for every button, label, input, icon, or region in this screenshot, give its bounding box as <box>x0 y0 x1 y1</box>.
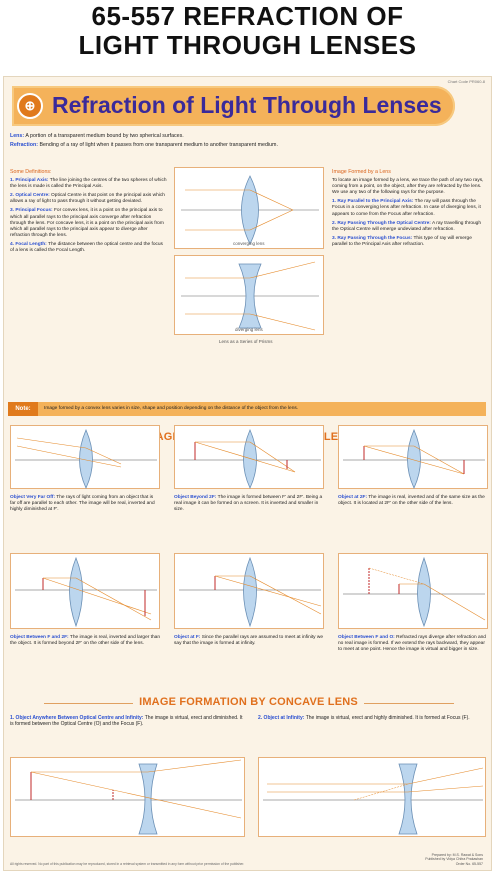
prisms-caption: Lens as a Series of Prisms <box>219 339 273 344</box>
banner-title: Refraction of Light Through Lenses <box>52 92 442 118</box>
footer-copyright: All rights reserved. No part of this publication may be reproduced, stored in a retrieval system or transmitted in any form without prior permission of the publisher. <box>10 862 245 866</box>
convex-case-at-2f: Object at 2F: The image is real, inverted and of the same size as the object. It is located at 2F' on the other side of the lens. <box>338 495 485 507</box>
product-title-line-1: 65-557 REFRACTION OF <box>91 1 404 31</box>
converging-lens-svg <box>175 168 325 250</box>
converging-caption: converging lens <box>233 241 265 246</box>
image-formed-heading: Image Formed by a Lens <box>332 169 391 175</box>
lens-definition <box>10 133 184 140</box>
definition-item: 2. Optical Centre: Optical Centre is that point on the principal axis which allows a ray of light to pass through it without getting deviated. <box>10 193 165 205</box>
convex-case-between-f-2f: Object Between F and 2F: The image is real, inverted and larger than the object. It is formed beyond 2F' on the other side of the lens. <box>10 635 161 647</box>
chart-code: Chart Code PR060-8 <box>447 79 485 84</box>
definitions-heading: Some Definitions: <box>10 169 52 175</box>
definitions-column <box>10 169 168 257</box>
image-formed-intro: To locate an image formed by a lens, we trace the path of any two rays, coming from a point, on the object, after they are refracted by the lens. We use any two of the following rays for the purpose. <box>332 178 484 196</box>
definition-item: 1. Principal Axis: The line joining the centres of the two spheres of which the lens is made is called the Principal Axis. <box>10 178 167 190</box>
concave-case-finite: 1. Object Anywhere Between Optical Centre and Infinity: The image is virtual, erect and diminished. It is formed between the Optical Centre (O) and the Focus (F). <box>10 715 243 728</box>
convex-diagram-between-f-o <box>338 553 488 629</box>
concave-diagram-finite <box>10 757 245 837</box>
convex-case-far: Object Very Far Off: The rays of light coming from an object that is far off are parallel to each other. The image will be real, inverted and highly diminished at F'. <box>10 495 155 513</box>
convex-case-beyond-2f: Object Beyond 2F: The image is formed between F' and 2F'. Being a real image it can be formed on a screen. It is inverted and smaller in size. <box>174 495 323 513</box>
diverging-lens-svg <box>175 256 325 336</box>
convex-diagram-at-2f <box>338 425 488 489</box>
convex-diagram-far <box>10 425 160 489</box>
note-text: Image formed by a convex lens varies in size, shape and position depending on the distance of the object from the lens. <box>44 406 299 411</box>
definition-item: 3. Principal Focus: For convex lens, it is a point on the principal axis to which all parallel rays to the principal axis converge after refraction through the lens. For concave lens, it is a point on the principal axis from which all parallel rays to the principal axis appear to diverge after refraction through the lens. <box>10 208 164 238</box>
concave-section-heading: IMAGE FORMATION BY CONCAVE LENS <box>4 696 493 708</box>
refraction-text: Bending of a ray of light when it passes from one transparent medium to another transparent medium. <box>37 142 278 148</box>
title-banner <box>12 86 455 126</box>
refraction-definition <box>10 142 278 149</box>
chart-poster <box>3 76 492 871</box>
note-tag: Note: <box>8 402 38 416</box>
ray-rule-item: 3. Ray Passing Through the Focus: This type of ray will emerge parallel to the Principal Axis after refraction. <box>332 235 472 247</box>
diverging-lens-diagram <box>174 255 324 335</box>
footer-credit: Prepared by: M.S. Rawat & Sons Published by Vidya Chitra Prakashan Order No. 65-557 <box>425 853 483 866</box>
concave-diagram-infinity <box>258 757 486 837</box>
converging-lens-diagram <box>174 167 324 249</box>
lens-term: Lens: <box>10 133 25 139</box>
concave-case-infinity: 2. Object at Infinity: The image is virtual, erect and highly diminished. It is formed at Focus (F). <box>258 715 470 721</box>
convex-case-between-f-o: Object Between F and O: Refracted rays diverge after refraction and no real image is formed. If we extend the rays backward, they appear to meet at one point. Hence the image is virtual and bigger in size. <box>338 635 486 653</box>
note-bar <box>8 402 486 416</box>
convex-diagram-beyond-2f <box>174 425 324 489</box>
product-title-line-2: LIGHT THROUGH LENSES <box>78 30 417 60</box>
publisher-logo-icon: ⊕ <box>17 93 43 119</box>
definition-item: 4. Focal Length: The distance between the optical centre and the focus of a lens is called the Focal Length. <box>10 241 163 254</box>
convex-case-at-f: Object at F: Since the parallel rays are assumed to meet at infinity we say that the image is formed at infinity. <box>174 635 324 647</box>
diverging-caption: diverging lens <box>235 327 263 332</box>
image-formed-column <box>332 169 487 251</box>
ray-rule-item: 1. Ray Parallel to the Principal Axis: The ray will pass through the Focus in a converging lens after refraction. In case of diverging lens, it appears to come from the Focus after refraction. <box>332 199 481 217</box>
ray-rule-item: 2. Ray Passing Through the Optical Centre: A ray travelling through the Optical Centre will emerge undeviated after refraction. <box>332 220 482 232</box>
convex-diagram-at-f <box>174 553 324 629</box>
lens-text: A portion of a transparent medium bound by two spherical surfaces. <box>24 133 184 139</box>
convex-diagram-between-f-2f <box>10 553 160 629</box>
product-title <box>0 2 495 60</box>
convex-section-heading: IMAGE <box>4 431 493 443</box>
refraction-term: Refraction: <box>10 142 38 148</box>
